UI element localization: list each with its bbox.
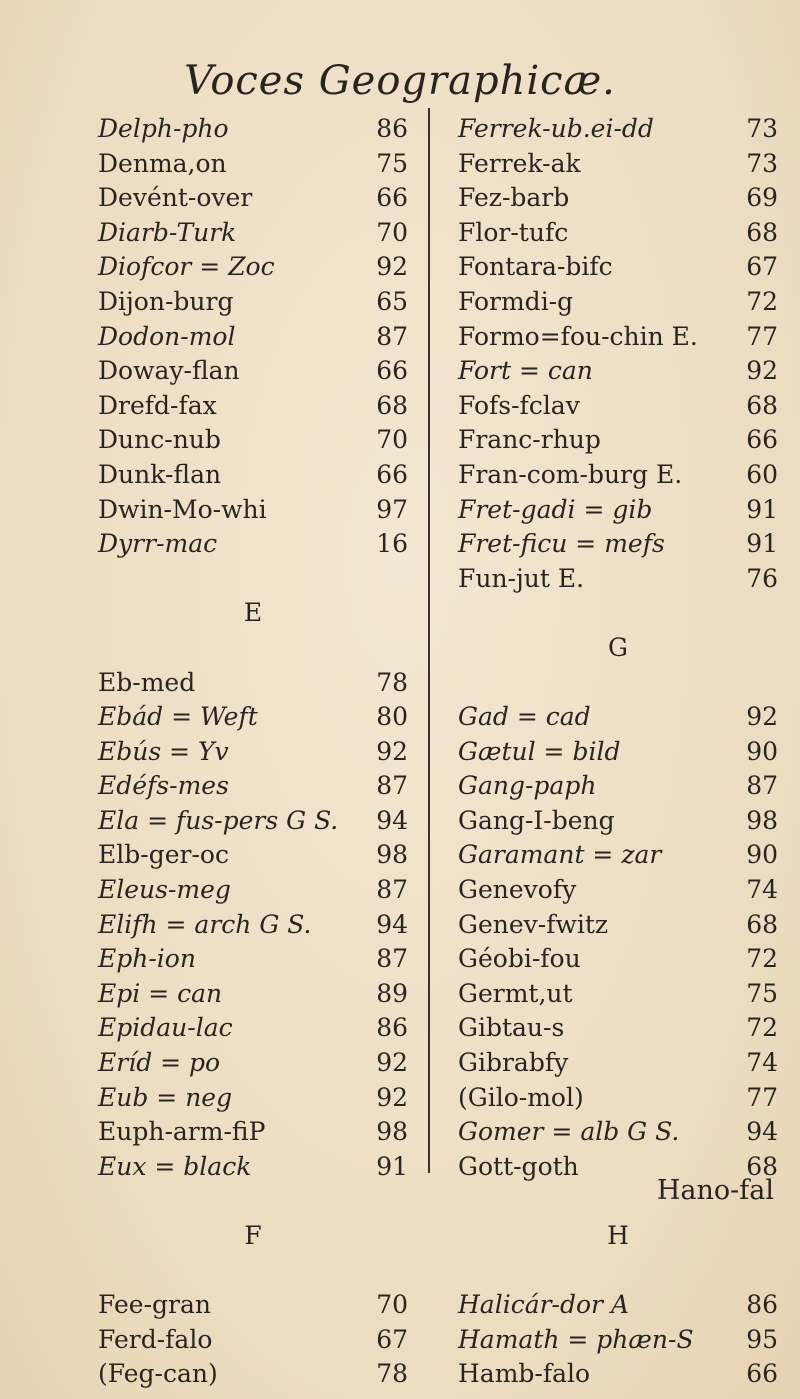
- entry-page-number: 68: [746, 1151, 778, 1181]
- index-entry: [98, 527, 408, 562]
- index-entry: [98, 389, 408, 424]
- index-entry: [98, 1046, 408, 1081]
- entry-page-number: 68: [746, 390, 778, 420]
- index-entry: [98, 700, 408, 735]
- entry-page-number: 72: [746, 944, 778, 974]
- entry-name: Dwin-Mo-whi: [98, 494, 267, 524]
- entry-page-number: 86: [746, 1290, 778, 1320]
- spacer: [458, 1254, 778, 1289]
- entry-name: Gætul = bild: [458, 736, 621, 766]
- entry-name: Eb-med: [98, 667, 196, 697]
- entry-name: Dyrr-mac: [98, 529, 218, 559]
- entry-name: Edéfs-mes: [98, 771, 229, 801]
- entry-page-number: 90: [746, 736, 778, 766]
- entry-name: Ferrek-ub.ei-dd: [458, 114, 654, 143]
- entry-page-number: 66: [376, 459, 408, 489]
- index-entry: [98, 1115, 408, 1150]
- entry-page-number: 74: [746, 1048, 778, 1078]
- index-entry: [98, 320, 408, 355]
- entry-name: Flor-tufc: [458, 217, 569, 247]
- entry-page-number: 75: [746, 978, 778, 1008]
- entry-page-number: 69: [746, 183, 778, 213]
- entry-name: Géobi-fou: [458, 944, 581, 974]
- index-entry: [98, 216, 408, 251]
- entry-name: Ela = fus-pers G S.: [98, 805, 339, 835]
- entry-name: Euph-arm-fiP: [98, 1117, 266, 1147]
- entry-name: Gang-I-beng: [458, 805, 615, 835]
- letter-heading: E: [243, 598, 263, 628]
- index-entry: [458, 804, 778, 839]
- index-entry: [458, 562, 778, 597]
- index-entry: [98, 977, 408, 1012]
- entry-name: Gibrabfy: [458, 1048, 569, 1078]
- entry-name: Fez-barb: [458, 183, 570, 213]
- index-entry: [458, 838, 778, 873]
- index-entry: [98, 354, 408, 389]
- index-entry: [458, 147, 778, 182]
- letter-heading: G: [608, 632, 628, 662]
- index-entry: [98, 735, 408, 770]
- entry-name: Fret-ficu = mefs: [458, 529, 665, 559]
- entry-name: Gang-paph: [458, 771, 597, 801]
- entry-page-number: 89: [376, 978, 408, 1008]
- entry-page-number: 94: [746, 1117, 778, 1147]
- index-entry: [98, 493, 408, 528]
- entry-page-number: 87: [376, 771, 408, 801]
- entry-name: Ebád = Weft: [98, 702, 258, 732]
- entry-page-number: 86: [376, 114, 408, 143]
- index-entry: [458, 423, 778, 458]
- index-entry: [98, 908, 408, 943]
- entry-page-number: 78: [376, 667, 408, 697]
- entry-page-number: 68: [376, 390, 408, 420]
- index-entry: [98, 1288, 408, 1323]
- entry-name: Eleus-meg: [98, 875, 231, 905]
- spacer: [98, 1254, 408, 1289]
- entry-page-number: 87: [376, 321, 408, 351]
- entry-page-number: 97: [376, 494, 408, 524]
- entry-name: Ferrek-ak: [458, 148, 581, 178]
- entry-name: Fofs-fclav: [458, 390, 580, 420]
- entry-name: Gibtau-s: [458, 1013, 565, 1043]
- entry-name: Dunk-flan: [98, 459, 222, 489]
- entry-page-number: 98: [746, 805, 778, 835]
- index-entry: [458, 1288, 778, 1323]
- index-entry: [98, 458, 408, 493]
- entry-name: Hamb-falo: [458, 1359, 591, 1389]
- entry-page-number: 75: [376, 148, 408, 178]
- entry-page-number: 73: [746, 148, 778, 178]
- entry-name: Franc-rhup: [458, 425, 601, 455]
- entry-name: Elifh = arch G S.: [98, 909, 312, 939]
- index-entry: [98, 181, 408, 216]
- entry-page-number: 76: [746, 563, 778, 593]
- index-entry: [458, 354, 778, 389]
- entry-name: (Gilo-mol): [458, 1082, 584, 1112]
- entry-name: Fee-gran: [98, 1290, 211, 1320]
- entry-name: Halicár-dor A: [458, 1290, 630, 1320]
- entry-page-number: 72: [746, 286, 778, 316]
- entry-name: Diarb-Turk: [98, 217, 237, 247]
- entry-page-number: 67: [746, 252, 778, 282]
- entry-name: Formo=fou-chin E.: [458, 321, 698, 351]
- index-entry: [458, 250, 778, 285]
- spacer: [98, 631, 408, 666]
- entry-page-number: 16: [376, 529, 408, 559]
- entry-page-number: 91: [376, 1151, 408, 1181]
- entry-page-number: 78: [376, 1359, 408, 1389]
- index-entry: [458, 908, 778, 943]
- entry-name: Germt,ut: [458, 978, 573, 1008]
- entry-name: Drefd-fax: [98, 390, 217, 420]
- entry-page-number: 98: [376, 840, 408, 870]
- entry-page-number: 77: [746, 321, 778, 351]
- entry-name: Diofcor = Zoc: [98, 252, 275, 282]
- column-divider: [428, 108, 430, 1173]
- index-entry: [458, 285, 778, 320]
- entry-page-number: 92: [376, 1082, 408, 1112]
- letter-heading: H: [607, 1221, 629, 1250]
- entry-page-number: 65: [376, 286, 408, 316]
- spacer: [98, 562, 408, 597]
- entry-name: Fran-com-burg E.: [458, 459, 683, 489]
- entry-page-number: 60: [746, 459, 778, 489]
- entry-page-number: 80: [376, 702, 408, 732]
- entry-name: Dijon-burg: [98, 286, 234, 316]
- entry-page-number: 68: [746, 217, 778, 247]
- entry-page-number: 74: [746, 875, 778, 905]
- index-entry: [98, 250, 408, 285]
- spacer: [98, 1184, 408, 1219]
- index-entry: [458, 700, 778, 735]
- entry-name: Delph-pho: [98, 114, 229, 143]
- index-entry: [458, 769, 778, 804]
- entry-page-number: 66: [746, 1359, 778, 1389]
- index-entry: [98, 1150, 408, 1185]
- entry-page-number: 87: [376, 944, 408, 974]
- index-entry: [458, 112, 778, 147]
- entry-page-number: 94: [376, 805, 408, 835]
- index-entry: [458, 493, 778, 528]
- index-entry: [458, 977, 778, 1012]
- entry-name: Garamant = zar: [458, 840, 662, 870]
- entry-page-number: 92: [376, 736, 408, 766]
- index-entry: [98, 1357, 408, 1392]
- entry-page-number: 77: [746, 1082, 778, 1112]
- index-entry: [98, 1323, 408, 1358]
- index-entry: [98, 838, 408, 873]
- entry-page-number: 92: [376, 1048, 408, 1078]
- entry-page-number: 95: [746, 1324, 778, 1354]
- entry-name: (Feg-can): [98, 1359, 218, 1389]
- entry-name: Hamath = phæn-S: [458, 1324, 694, 1354]
- entry-name: Gomer = alb G S.: [458, 1117, 680, 1147]
- index-entry: [458, 458, 778, 493]
- index-entry: [98, 666, 408, 701]
- index-entry: [98, 873, 408, 908]
- entry-name: Denma,on: [98, 148, 227, 178]
- entry-name: Ferd-falo: [98, 1324, 213, 1354]
- spacer: [458, 666, 778, 701]
- entry-name: Eph-ion: [98, 944, 196, 974]
- entry-name: Genevofy: [458, 875, 577, 905]
- entry-page-number: 86: [376, 1013, 408, 1043]
- entry-name: Fontara-bifc: [458, 252, 613, 282]
- entry-name: Doway-flan: [98, 356, 240, 386]
- index-entry: [458, 1357, 778, 1392]
- entry-page-number: 66: [376, 183, 408, 213]
- index-entry: [98, 112, 408, 147]
- index-entry: [458, 1323, 778, 1358]
- entry-name: Gad = cad: [458, 702, 591, 732]
- entry-page-number: 72: [746, 1013, 778, 1043]
- index-entry: [458, 527, 778, 562]
- entry-name: Eríd = po: [98, 1048, 221, 1078]
- entry-name: Eux = black: [98, 1151, 252, 1181]
- index-entry: [98, 1081, 408, 1116]
- entry-page-number: 67: [376, 1324, 408, 1354]
- entry-page-number: 92: [376, 252, 408, 282]
- entry-page-number: 94: [376, 909, 408, 939]
- entry-page-number: 70: [376, 217, 408, 247]
- entry-page-number: 66: [746, 425, 778, 455]
- left-column: [98, 112, 408, 1392]
- entry-name: Eub = neg: [98, 1082, 233, 1112]
- entry-page-number: 87: [746, 771, 778, 801]
- entry-page-number: 70: [376, 1290, 408, 1320]
- index-entry: [458, 1046, 778, 1081]
- entry-name: Fret-gadi = gib: [458, 494, 653, 524]
- entry-page-number: 92: [746, 356, 778, 386]
- entry-page-number: 73: [746, 114, 778, 143]
- index-entry: [458, 1081, 778, 1116]
- index-entry: [458, 216, 778, 251]
- entry-name: Dodon-mol: [98, 321, 236, 351]
- index-entry: [98, 285, 408, 320]
- index-entry: [458, 873, 778, 908]
- index-entry: [458, 389, 778, 424]
- entry-page-number: 90: [746, 840, 778, 870]
- entry-name: Ebús = Yv: [98, 736, 229, 766]
- letter-heading: F: [244, 1221, 262, 1250]
- entry-page-number: 98: [376, 1117, 408, 1147]
- index-entry: [98, 804, 408, 839]
- entry-page-number: 66: [376, 356, 408, 386]
- entry-name: Epi = can: [98, 978, 223, 1008]
- entry-name: Elb-ger-oc: [98, 840, 229, 870]
- index-entry: [458, 181, 778, 216]
- entry-name: Devént-over: [98, 183, 253, 213]
- index-entry: [98, 147, 408, 182]
- entry-name: Formdi-g: [458, 286, 574, 316]
- entry-page-number: 91: [746, 494, 778, 524]
- entry-page-number: 92: [746, 702, 778, 732]
- index-entry: [458, 735, 778, 770]
- entry-page-number: 91: [746, 529, 778, 559]
- index-entry: [98, 942, 408, 977]
- entry-page-number: 68: [746, 909, 778, 939]
- index-entry: [458, 1115, 778, 1150]
- page-title: Voces Geographicæ.: [184, 58, 616, 104]
- index-entry: [98, 769, 408, 804]
- entry-page-number: 87: [376, 875, 408, 905]
- entry-name: Fun-jut E.: [458, 563, 585, 593]
- index-entry: [458, 942, 778, 977]
- index-entry: [458, 1011, 778, 1046]
- index-entry: [98, 423, 408, 458]
- index-entry: [98, 1011, 408, 1046]
- entry-name: Genev-fwitz: [458, 909, 609, 939]
- entry-name: Epidau-lac: [98, 1013, 233, 1043]
- entry-page-number: 70: [376, 425, 408, 455]
- entry-name: Gott-goth: [458, 1151, 579, 1181]
- spacer: [458, 596, 778, 631]
- entry-name: Fort = can: [458, 356, 593, 386]
- catchword: Hano-fal: [656, 1175, 774, 1206]
- index-entry: [458, 320, 778, 355]
- entry-name: Dunc-nub: [98, 425, 221, 455]
